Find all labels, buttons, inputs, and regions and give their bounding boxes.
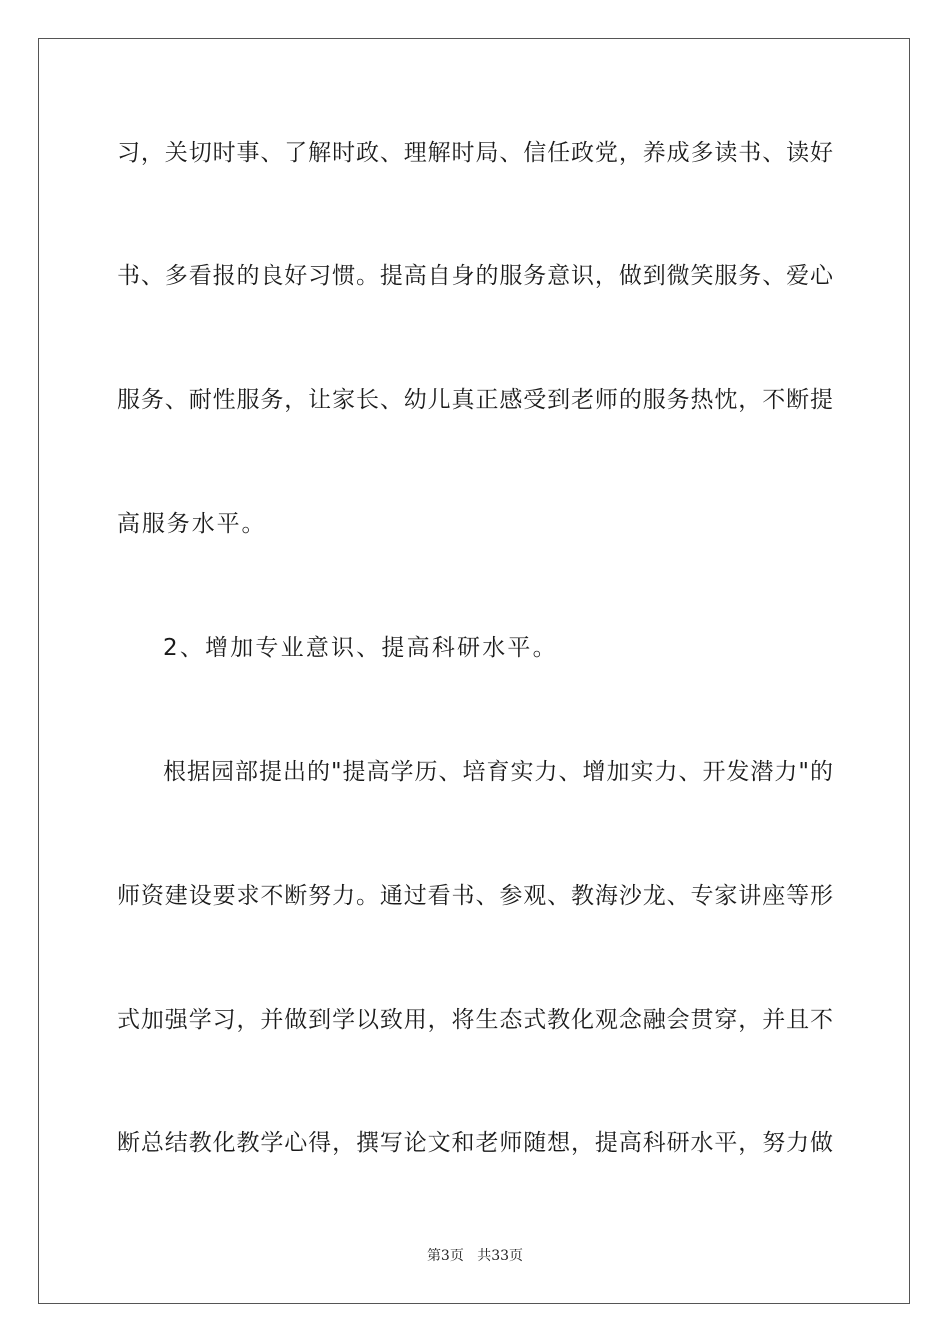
body-text-line: 书、多看报的良好习惯。提高自身的服务意识，做到微笑服务、爱心 [117, 263, 833, 289]
page-footer [0, 1246, 950, 1266]
body-text-line: 根据园部提出的"提高学历、培育实力、增加实力、开发潜力"的 [163, 759, 833, 785]
body-text-line: 式加强学习，并做到学以致用，将生态式教化观念融会贯穿，并且不 [117, 1007, 833, 1033]
body-text-line: 高服务水平。 [117, 511, 267, 537]
page-total: 共33页 [477, 1248, 524, 1264]
body-text-line: 师资建设要求不断努力。通过看书、参观、教海沙龙、专家讲座等形 [117, 883, 833, 909]
page-border [38, 38, 910, 1304]
body-text-line: 断总结教化教学心得，撰写论文和老师随想，提高科研水平，努力做 [117, 1130, 833, 1156]
section-heading: 2、增加专业意识、提高科研水平。 [163, 635, 558, 661]
body-text-line: 服务、耐性服务，让家长、幼儿真正感受到老师的服务热忱，不断提 [117, 387, 833, 413]
page-number: 第3页 [426, 1248, 464, 1264]
body-text-line: 习，关切时事、了解时政、理解时局、信任政党，养成多读书、读好 [117, 140, 833, 166]
